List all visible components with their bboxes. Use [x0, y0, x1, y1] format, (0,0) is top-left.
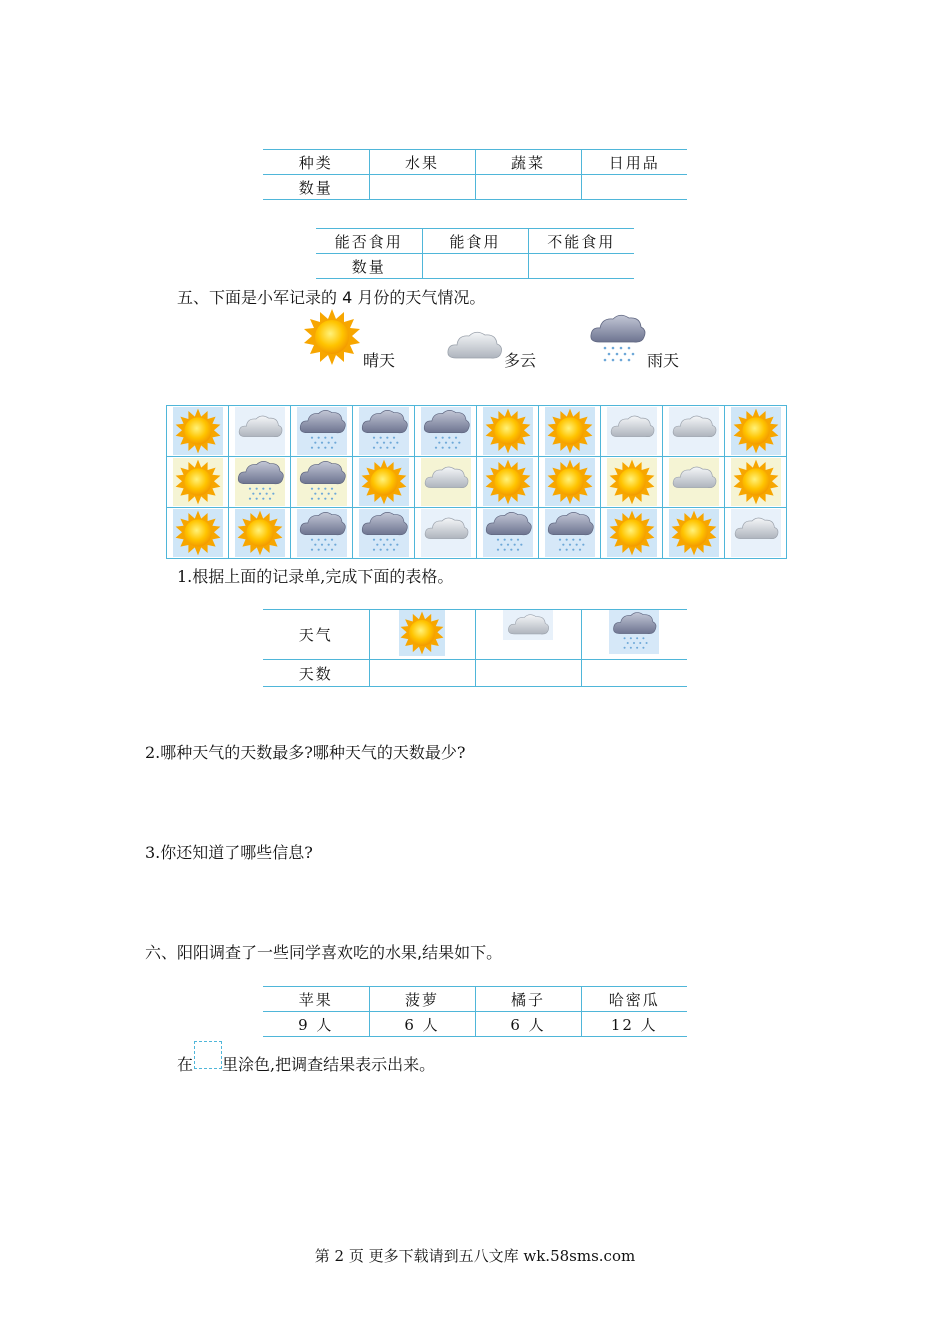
sun-icon	[731, 407, 781, 455]
weather-cell	[725, 457, 787, 508]
sun-icon	[607, 509, 657, 557]
rain-icon	[483, 509, 533, 557]
table-row-label: 数量	[263, 175, 369, 200]
answer-cell[interactable]	[369, 175, 475, 200]
color-fill-box[interactable]	[194, 1041, 222, 1069]
weather-cell	[291, 406, 353, 457]
question-2: 2.哪种天气的天数最多?哪种天气的天数最少?	[145, 743, 466, 762]
table-header-cell: 橘子	[475, 987, 581, 1012]
cloud-icon	[669, 458, 719, 506]
weather-count-table	[263, 609, 687, 687]
weather-cell	[291, 457, 353, 508]
weather-cell	[415, 406, 477, 457]
weather-cell	[601, 508, 663, 559]
section5-title: 五、下面是小军记录的 4 月份的天气情况。	[177, 288, 486, 307]
table-header-cell: 日用品	[581, 150, 687, 175]
cloud-icon	[607, 407, 657, 455]
page-footer: 第 2 页 更多下载请到五八文库 wk.58sms.com	[314, 1247, 636, 1265]
table-header-cell: 菠萝	[369, 987, 475, 1012]
table-cell: 6 人	[475, 1012, 581, 1037]
table-row-label: 天数	[263, 660, 369, 687]
weather-cell	[477, 457, 539, 508]
legend-sun	[302, 307, 362, 371]
legend-label-cloud: 多云	[504, 351, 537, 370]
cloud-icon	[421, 458, 471, 506]
weather-cell	[291, 508, 353, 559]
table-header-cell: 能食用	[422, 229, 528, 254]
cloud-icon	[421, 509, 471, 557]
cloud-icon	[669, 407, 719, 455]
edible-table	[316, 228, 634, 279]
answer-cell[interactable]	[528, 254, 634, 279]
rain-icon	[359, 509, 409, 557]
answer-cell[interactable]	[581, 175, 687, 200]
rain-icon	[359, 407, 409, 455]
answer-cell[interactable]	[475, 660, 581, 687]
weather-type-cell	[581, 610, 687, 660]
answer-cell[interactable]	[422, 254, 528, 279]
rain-icon	[421, 407, 471, 455]
table-cell: 12 人	[581, 1012, 687, 1037]
weather-cell	[353, 406, 415, 457]
weather-cell	[229, 406, 291, 457]
legend-rain	[586, 312, 648, 372]
rain-icon	[297, 509, 347, 557]
weather-type-cell	[475, 610, 581, 660]
answer-cell[interactable]	[369, 660, 475, 687]
question-3: 3.你还知道了哪些信息?	[145, 843, 313, 862]
sun-icon	[399, 610, 445, 656]
rain-icon	[235, 458, 285, 506]
legend-label-rain: 雨天	[647, 351, 680, 370]
legend-label-sun: 晴天	[363, 351, 396, 370]
sun-icon	[359, 458, 409, 506]
sun-icon	[483, 407, 533, 455]
cloud-icon	[503, 610, 553, 640]
weather-record-grid	[166, 405, 787, 559]
category-table	[263, 149, 687, 200]
rain-icon	[609, 610, 659, 654]
sun-icon	[545, 407, 595, 455]
weather-cell	[539, 406, 601, 457]
sun-icon	[173, 407, 223, 455]
weather-cell	[601, 457, 663, 508]
sun-icon	[302, 307, 362, 367]
question-1: 1.根据上面的记录单,完成下面的表格。	[177, 567, 454, 586]
weather-cell	[663, 406, 725, 457]
table-header-cell: 苹果	[263, 987, 369, 1012]
table-header-cell: 不能食用	[528, 229, 634, 254]
sun-icon	[235, 509, 285, 557]
legend-cloud	[443, 326, 505, 370]
table-header-cell: 水果	[369, 150, 475, 175]
weather-cell	[477, 508, 539, 559]
weather-cell	[539, 457, 601, 508]
weather-cell	[415, 508, 477, 559]
weather-cell	[229, 457, 291, 508]
weather-cell	[601, 406, 663, 457]
weather-cell	[353, 457, 415, 508]
table-row-label: 数量	[316, 254, 422, 279]
weather-cell	[353, 508, 415, 559]
weather-cell	[663, 508, 725, 559]
sun-icon	[669, 509, 719, 557]
rain-icon	[297, 407, 347, 455]
table-header-cell: 能否食用	[316, 229, 422, 254]
weather-cell	[415, 457, 477, 508]
weather-cell	[663, 457, 725, 508]
section6-title: 六、阳阳调查了一些同学喜欢吃的水果,结果如下。	[145, 943, 503, 962]
weather-cell	[167, 406, 229, 457]
instruction-text: 里涂色,把调查结果表示出来。	[222, 1055, 436, 1074]
weather-cell	[167, 457, 229, 508]
weather-cell	[167, 508, 229, 559]
weather-cell	[539, 508, 601, 559]
table-cell: 6 人	[369, 1012, 475, 1037]
sun-icon	[173, 458, 223, 506]
weather-type-cell	[369, 610, 475, 660]
weather-cell	[725, 406, 787, 457]
table-header-cell: 种类	[263, 150, 369, 175]
instruction-prefix: 在	[177, 1055, 194, 1074]
rain-icon	[545, 509, 595, 557]
rain-icon	[586, 312, 648, 368]
cloud-icon	[443, 326, 505, 366]
fruit-table	[263, 986, 687, 1037]
answer-cell[interactable]	[581, 660, 687, 687]
sun-icon	[545, 458, 595, 506]
weather-cell	[477, 406, 539, 457]
table-row-label: 天气	[263, 610, 369, 660]
table-cell: 9 人	[263, 1012, 369, 1037]
rain-icon	[297, 458, 347, 506]
table-header-cell: 哈密瓜	[581, 987, 687, 1012]
weather-cell	[229, 508, 291, 559]
sun-icon	[173, 509, 223, 557]
sun-icon	[483, 458, 533, 506]
answer-cell[interactable]	[475, 175, 581, 200]
table-header-cell: 蔬菜	[475, 150, 581, 175]
sun-icon	[607, 458, 657, 506]
cloud-icon	[235, 407, 285, 455]
sun-icon	[731, 458, 781, 506]
weather-cell	[725, 508, 787, 559]
cloud-icon	[731, 509, 781, 557]
